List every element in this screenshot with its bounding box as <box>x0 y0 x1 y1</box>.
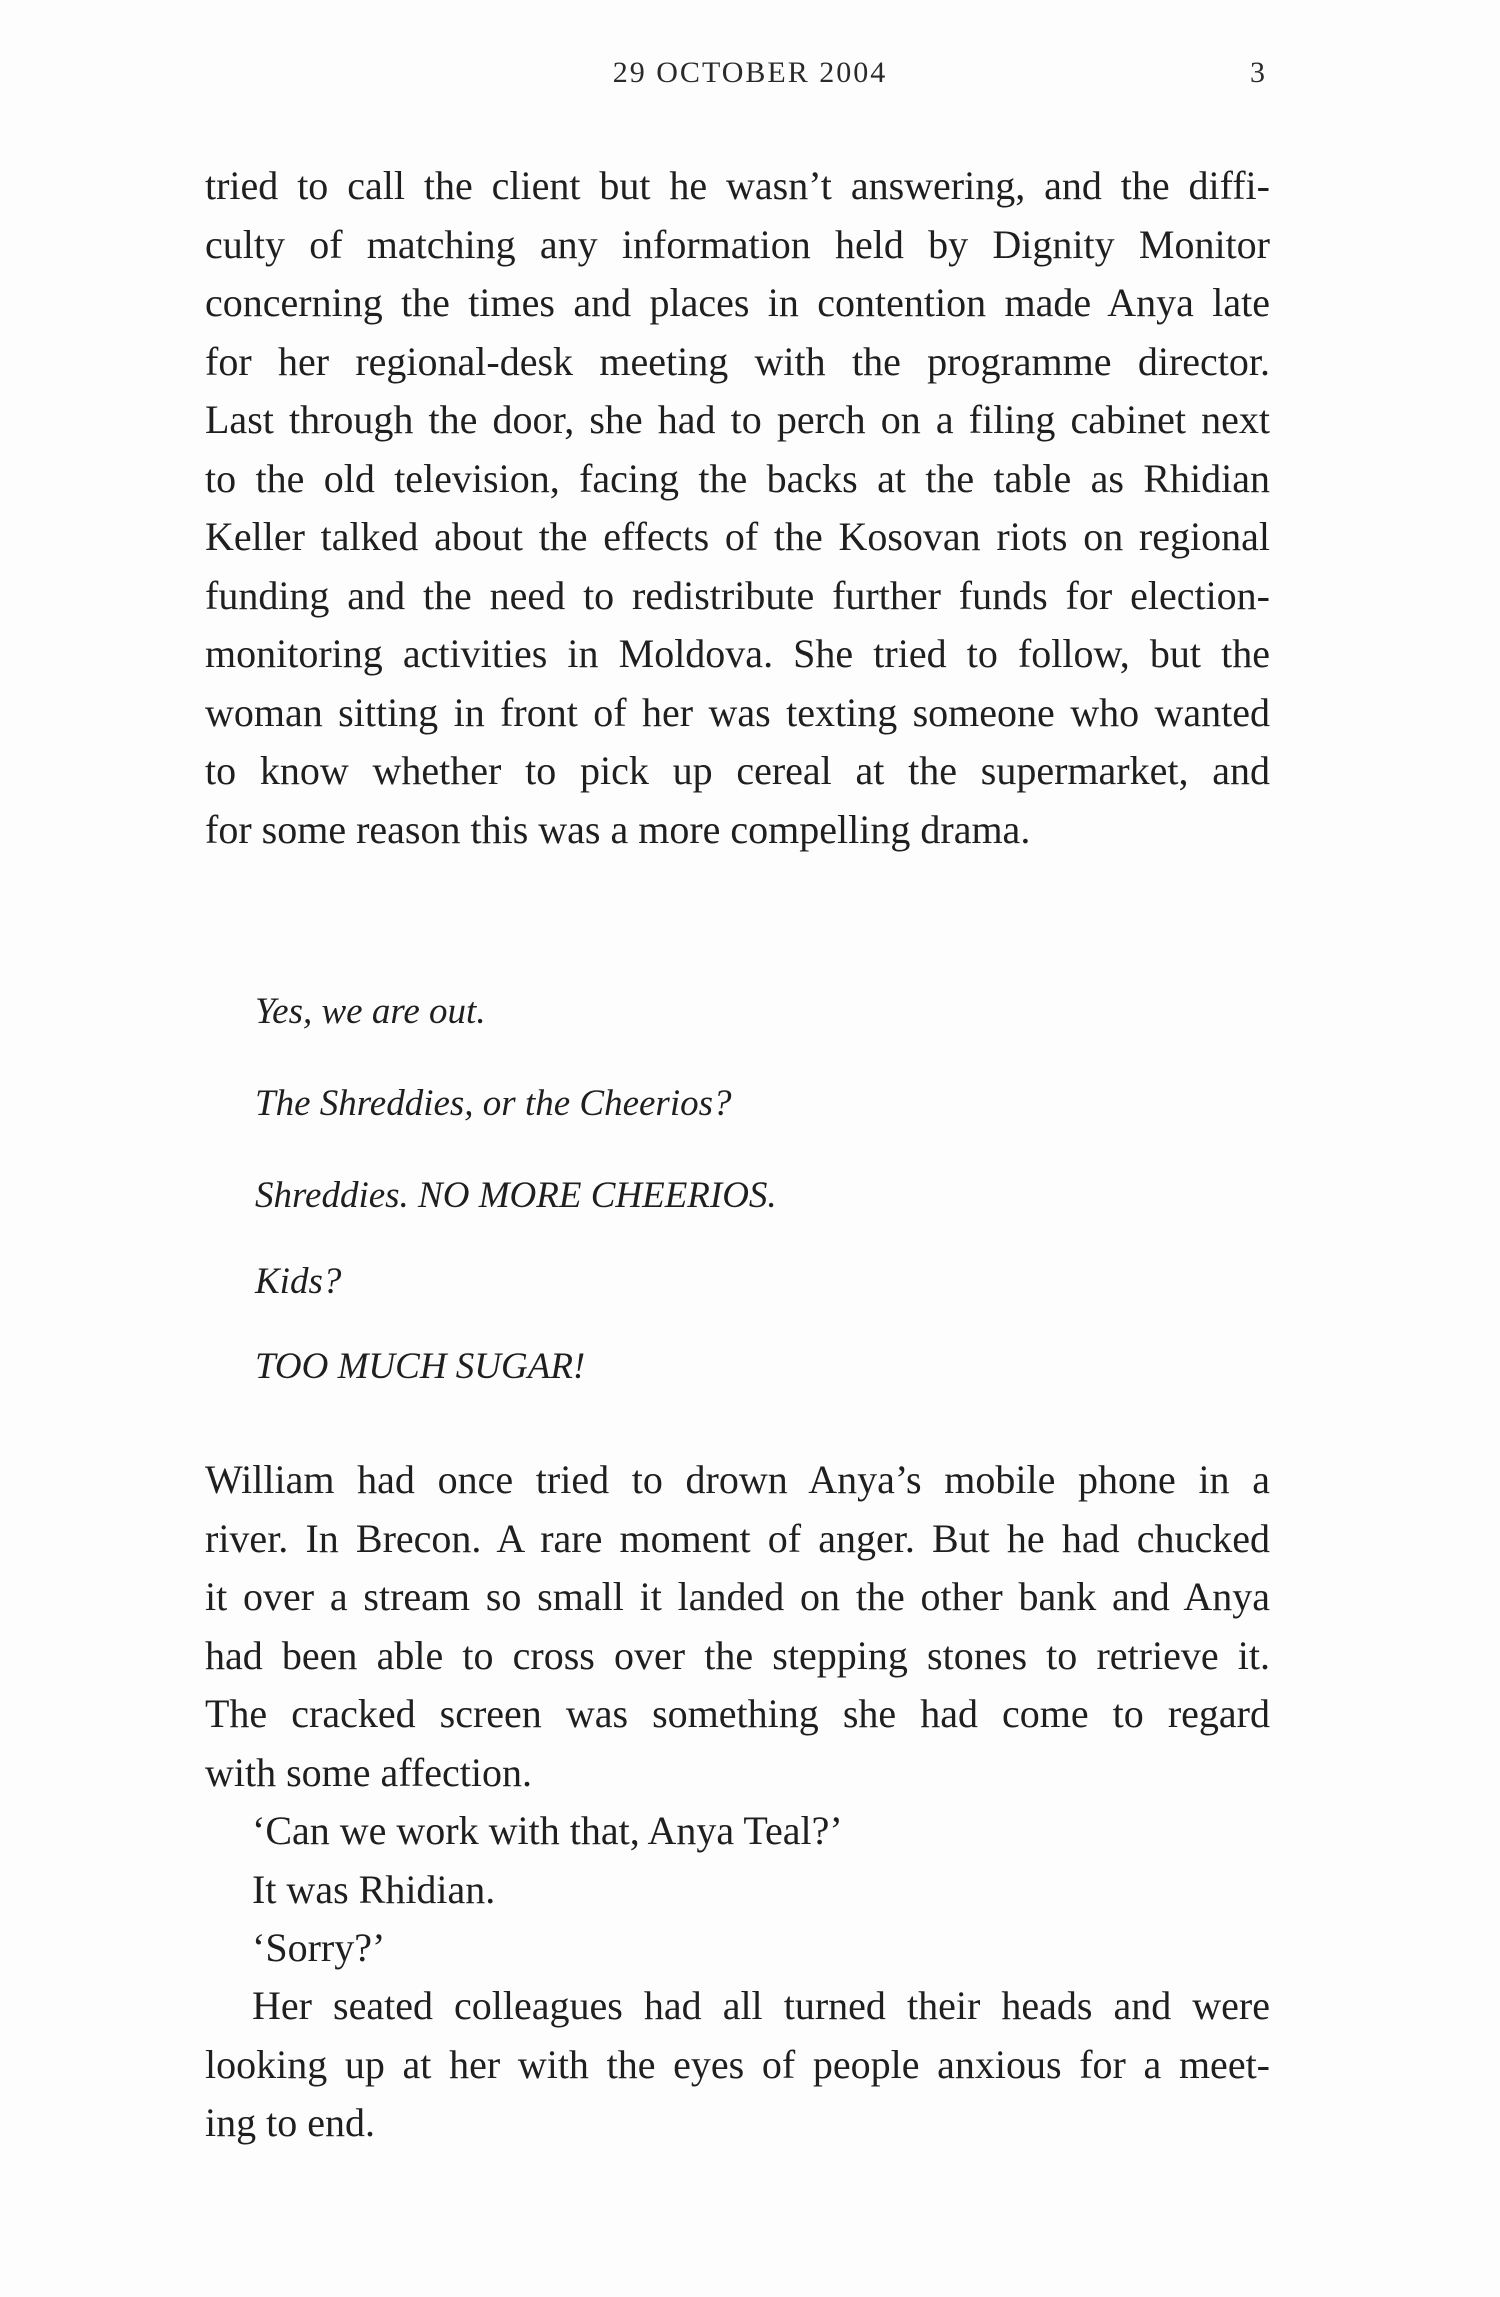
dialogue-line: ‘Can we work with that, Anya Teal?’ <box>252 1808 843 1853</box>
text-line: for some reason this was a more compelling drama. <box>205 806 1031 852</box>
text-line: culty of matching any information held by Dignity Monitor <box>205 221 1270 267</box>
text-message: Shreddies. NO MORE CHEERIOS. <box>255 1175 777 1216</box>
text-line: river. In Brecon. A rare moment of anger. But he had chucked <box>205 1515 1270 1561</box>
text-line: William had once tried to drown Anya’s mobile phone in a <box>205 1457 1270 1502</box>
text-line: had been able to cross over the stepping stones to retrieve it. <box>205 1632 1270 1678</box>
text-line: to know whether to pick up cereal at the supermarket, and <box>205 748 1270 793</box>
text-line: it over a stream so small it landed on the other bank and Anya <box>205 1574 1270 1619</box>
text-line: The cracked screen was something she had come to regard <box>205 1691 1270 1736</box>
dialogue <box>205 1802 1270 1978</box>
text-line: Keller talked about the effects of the Kosovan riots on regional <box>205 514 1270 559</box>
text-message: The Shreddies, or the Cheerios? <box>255 1083 732 1124</box>
text-message: Yes, we are out. <box>255 991 486 1032</box>
paragraph-3 <box>205 1977 1270 2153</box>
text-line: Last through the door, she had to perch on a filing cabinet next <box>205 397 1270 442</box>
text-line: funding and the need to redistribute further funds for election- <box>205 572 1270 618</box>
text-line: Her seated colleagues had all turned their heads and were <box>252 1983 1270 2028</box>
paragraph-1 <box>205 157 1270 859</box>
paragraph-2 <box>205 1451 1270 1802</box>
running-head <box>0 56 1500 96</box>
text-line: monitoring activities in Moldova. She tried to follow, but the <box>205 631 1270 676</box>
text-line: woman sitting in front of her was texting someone who wanted <box>205 689 1270 735</box>
dialogue-line: ‘Sorry?’ <box>252 1925 386 1970</box>
running-title: 29 OCTOBER 2004 <box>612 56 888 89</box>
text-line: concerning the times and places in contention made Anya late <box>205 280 1270 325</box>
text-message: Kids? <box>255 1261 342 1302</box>
text-line: looking up at her with the eyes of people anxious for a meet- <box>205 2041 1270 2087</box>
text-line: ing to end. <box>205 2100 375 2145</box>
text-line: to the old television, facing the backs at the table as Rhidian <box>205 455 1270 501</box>
text-message: TOO MUCH SUGAR! <box>255 1346 586 1387</box>
page-number: 3 <box>1250 56 1265 89</box>
text-line: with some affection. <box>205 1749 532 1795</box>
dialogue-line: It was Rhidian. <box>252 1866 496 1912</box>
text-line: for her regional-desk meeting with the programme director. <box>205 338 1270 384</box>
text-line: tried to call the client but he wasn’t answering, and the diffi- <box>205 163 1270 208</box>
